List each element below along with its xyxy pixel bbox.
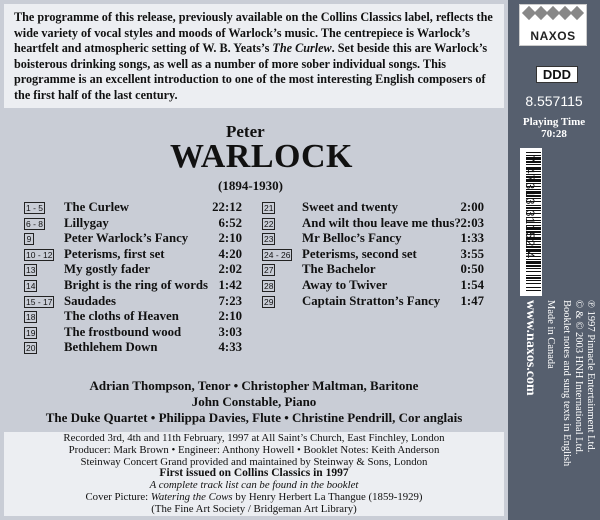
track-duration: 4:20 <box>218 246 242 261</box>
fine-art-credit: (The Fine Art Society / Bridgeman Art Library) <box>151 502 357 515</box>
booklet-line: Booklet notes and sung texts in English <box>561 300 572 467</box>
performers-line-1: Adrian Thompson, Tenor • Christopher Maltman, Baritone <box>89 378 419 393</box>
track-number: 28 <box>264 280 274 291</box>
website-link[interactable]: www.naxos.com <box>523 300 538 396</box>
track-number: 14 <box>26 280 36 291</box>
composer-first-name: Peter <box>226 122 265 141</box>
track-title: Peterisms, second set <box>302 246 417 261</box>
track-title: The Curlew <box>64 200 130 214</box>
track-duration: 2:10 <box>218 231 242 246</box>
track-title: Captain Stratton’s Fancy <box>302 293 441 308</box>
track-duration: 7:23 <box>218 293 242 308</box>
track-duration: 2:03 <box>460 215 484 230</box>
track-title: The cloths of Heaven <box>64 309 179 324</box>
composer-last-name: WARLOCK <box>170 138 353 175</box>
track-number: 20 <box>26 343 36 354</box>
track-title: Bright is the ring of words <box>64 277 208 292</box>
track-row <box>262 231 484 247</box>
track-number: 23 <box>264 234 274 245</box>
track-title: The frostbound wood <box>64 324 182 339</box>
track-row <box>24 216 242 232</box>
track-row <box>262 216 484 232</box>
track-number: 22 <box>264 218 274 229</box>
made-in-line: Made in Canada <box>545 300 556 369</box>
track-duration: 22:12 <box>212 200 242 214</box>
track-row <box>24 231 242 247</box>
track-duration: 6:52 <box>218 215 242 230</box>
track-row <box>24 262 242 278</box>
copyright-line-1: ℗ 1997 Pinnacle Entertainment Ltd. <box>585 300 596 453</box>
logo-wordmark: NAXOS <box>530 29 576 43</box>
naxos-logo <box>519 4 587 46</box>
track-list-left <box>24 200 242 356</box>
track-number: 29 <box>264 296 274 307</box>
track-duration: 1:42 <box>218 277 242 292</box>
spine-vertical-text <box>518 300 598 520</box>
track-duration: 4:33 <box>218 340 242 355</box>
track-number: 15 - 17 <box>26 296 53 307</box>
track-title: My gostly fader <box>64 262 151 277</box>
track-number: 18 <box>26 312 36 323</box>
track-row <box>262 262 484 278</box>
track-row <box>24 247 242 263</box>
track-duration: 0:50 <box>460 262 484 277</box>
ddd-badge: DDD <box>536 66 578 83</box>
track-title: Mr Belloc’s Fancy <box>302 231 402 246</box>
track-number: 10 - 12 <box>26 249 53 260</box>
track-title: Away to Twiver <box>302 277 388 292</box>
playing-time <box>508 116 600 140</box>
copyright-line-2: © & © 2003 HNH International Ltd. <box>573 300 584 455</box>
playing-time-label: Playing Time <box>522 116 586 128</box>
track-duration: 1:33 <box>460 231 484 246</box>
composer-dates: (1894-1930) <box>218 178 283 193</box>
track-row <box>24 200 242 216</box>
cover-picture: Cover Picture: Watering the Cows by Henry Herbert La Thangue (1859-1929) <box>85 490 423 503</box>
intro-part1: The programme of this release, previously available on the Collins Classics label, reflects the wide variety of vocal styles and moods of Warlock’s music. The centrepiece is Warlock’s heartfelt and atmospheric setting of W. B. Yeats’s <box>14 10 493 56</box>
track-row <box>262 200 484 216</box>
track-duration: 3:55 <box>460 246 484 261</box>
track-number: 6 - 8 <box>26 218 44 229</box>
producer-info: Producer: Mark Brown • Engineer: Anthony Howell • Booklet Notes: Keith Anderson <box>68 443 440 456</box>
track-list-right <box>262 200 484 309</box>
steinway-info: Steinway Concert Grand provided and maintained by Steinway & Sons, London <box>80 455 428 468</box>
tracklist-note: A complete track list can be found in the booklet <box>149 479 359 492</box>
track-duration: 1:54 <box>460 277 484 292</box>
track-title: And wilt thou leave me thus? <box>302 215 461 230</box>
track-number: 9 <box>24 233 34 245</box>
track-duration: 2:10 <box>218 309 242 324</box>
intro-work-title: The Curlew <box>272 41 332 56</box>
intro-part2: . Set beside this are Warlock’s boisterous drinking songs, as well as a number of more sober individual songs. This programme is an excellent introduction to one of the most interesting English composers of the first half of the last century. <box>14 41 488 102</box>
track-row <box>262 278 484 294</box>
track-title: Sweet and twenty <box>302 200 398 214</box>
track-row <box>262 294 484 310</box>
track-row <box>24 325 242 341</box>
track-title: The Bachelor <box>302 262 376 277</box>
track-row <box>24 278 242 294</box>
catalog-number: 8.557115 <box>525 93 583 109</box>
track-duration: 2:02 <box>218 262 242 277</box>
track-number: 21 <box>264 203 274 213</box>
track-title: Peterisms, first set <box>64 246 165 261</box>
track-row <box>24 294 242 310</box>
track-row <box>24 340 242 356</box>
credits-panel <box>4 432 504 516</box>
recording-info: Recorded 3rd, 4th and 11th February, 1997 at All Saint’s Church, East Finchley, London <box>63 432 445 444</box>
track-title: Bethlehem Down <box>64 340 158 355</box>
track-duration: 1:47 <box>460 293 484 308</box>
track-number: 27 <box>264 265 274 276</box>
first-issued: First issued on Collins Classics in 1997 <box>159 467 349 480</box>
barcode-digits: 7 47313 31152 4 <box>523 155 537 260</box>
performers-line-2: John Constable, Piano <box>191 394 317 409</box>
playing-time-value: 70:28 <box>541 128 567 140</box>
track-title: Peter Warlock’s Fancy <box>64 231 189 246</box>
track-title: Saudades <box>64 293 116 308</box>
track-duration: 3:03 <box>218 324 242 339</box>
performers-line-3: The Duke Quartet • Philippa Davies, Flute • Christine Pendrill, Cor anglais <box>45 410 463 425</box>
naxos-logo-icon <box>520 5 586 29</box>
track-row <box>24 309 242 325</box>
track-duration: 2:00 <box>460 200 484 214</box>
track-number: 13 <box>26 265 36 276</box>
track-title: Lillygay <box>64 215 109 230</box>
track-row <box>262 247 484 263</box>
intro-text <box>4 4 504 108</box>
track-number: 24 - 26 <box>264 249 291 260</box>
track-number: 1 - 5 <box>26 203 44 213</box>
track-number: 19 <box>26 327 36 338</box>
